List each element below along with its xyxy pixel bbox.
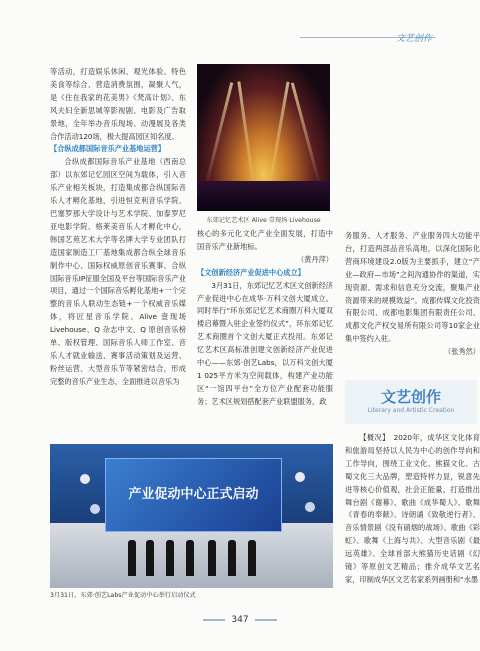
section-running-title: 文艺创作 bbox=[395, 34, 432, 44]
section-subtitle: Literary and Artistic Creation bbox=[367, 407, 455, 414]
stage-crowd bbox=[197, 181, 330, 211]
paragraph: 等活动，打造娱乐休闲、观光体验、特色美食等综合、营造消费氛围，凝聚人气，是《住在我家的花美男》《梵高计划》、东风夫妇全新思城等影视剧、电影及广告取景地，全年举办音乐现场、动漫展及各类合作活动120场，极大提高园区知名度。 bbox=[50, 67, 186, 141]
page-number bbox=[0, 615, 480, 625]
page-number-text: 347 bbox=[231, 615, 249, 625]
balloon bbox=[295, 472, 305, 482]
person bbox=[128, 540, 136, 576]
launch-ceremony-photo bbox=[50, 444, 333, 588]
author-credit: （张秀然） bbox=[444, 347, 480, 357]
person bbox=[228, 540, 236, 576]
paragraph: 核心的多元化文化产业全面发展，打造中国音乐产业新地标。 bbox=[197, 229, 333, 251]
light-beam bbox=[291, 82, 322, 189]
person bbox=[146, 540, 154, 576]
paragraph: 【概况】 2020年，成华区文化体育和旅游局坚持以人民为中心的创作导向和工作导向，围绕工业文化、熊猫文化、古蜀文化三大品牌，塑造特样力显，锐意先进等核心价值观，社会正能量，打造推出舞台剧《谢幕》、歌曲《成华蜀人》、歌舞《青春的奉献》、诗朗诵《致敬逆行者》、音乐情景剧《没有硝烟的战场》、歌曲《彩虹》、歌舞《上海与共》、大型音乐剧《最远英雄》、全球首部大熊猫历史话剧《幻镜》等原创文艺精品；推介成华文艺名家，印制成华区文艺名家系列画册和“水墨 bbox=[345, 433, 480, 584]
page-number-rule bbox=[255, 619, 277, 621]
column-2 bbox=[197, 228, 333, 409]
photo-caption: 东郊记忆艺术区 Alive 壹现场 Livehouse bbox=[206, 217, 321, 224]
column-1 bbox=[50, 66, 186, 389]
light-beam bbox=[237, 81, 255, 190]
person bbox=[248, 540, 256, 576]
section-title-box bbox=[345, 380, 477, 424]
paragraph: 务服务、人才服务、产业服务四大功能平台，打造两部品音乐高地，以深化国际化营商环境建设2.0版为主要抓手，建立“产业—政府—市场”之间沟通协作的渠道，实现资源、需求和信息充分交流，聚集产业资源带来的规模效益”。成都传媒文化投资有限公司、成都电影集团有限责任公司、成都文化产权交易所有限公司等10家企业集中签约入驻。 bbox=[345, 231, 480, 344]
light-beam bbox=[267, 82, 289, 191]
paragraph: 3月31日，东郊记忆艺术区文创新经济产业促进中心在成华·万科文创大厦成立。同时举行“环东郊记忆艺术商圈万科大厦双楼启幕暨入驻企业签约仪式”，环东郊记忆艺术商圈首个文创大厦正式投用。东郊记忆艺术区高标准创建文创新经济产业促进中心——东郊·创艺Labs，以万科文创大厦1 025平方米为空间载体，构建产业功能区“一馆四平台”全方位产业配套功能服务；艺术区规划搭配套产业联盟服务，政 bbox=[197, 280, 333, 406]
subhead-music-base: 【合纵成都国际音乐产业基地运营】 bbox=[50, 144, 166, 154]
balloon bbox=[90, 504, 100, 514]
balloon bbox=[80, 474, 90, 484]
page-header bbox=[0, 20, 480, 46]
person bbox=[166, 540, 174, 576]
column-3 bbox=[345, 230, 480, 359]
section-title: 文艺创作 bbox=[380, 388, 441, 406]
person bbox=[186, 540, 194, 576]
author-credit: （黄丹萍） bbox=[297, 254, 333, 264]
column-3-lower bbox=[345, 432, 480, 587]
subhead-promotion-center: 【文创新经济产业促进中心成立】 bbox=[197, 267, 305, 277]
balloon bbox=[305, 502, 315, 512]
stage-screen bbox=[105, 458, 282, 532]
livehouse-photo bbox=[197, 64, 330, 211]
photo-caption: 3月31日，东郊·创艺Labs产业促动中心举行启动仪式 bbox=[50, 592, 196, 599]
screen-text: 产业促动中心正式启动 bbox=[128, 487, 259, 502]
light-beam bbox=[204, 82, 234, 189]
page-number-rule bbox=[203, 619, 225, 621]
paragraph: 合纵成都国际音乐产业基地（西南总部）以东郊记忆园区空间为载体，引入音乐产业相关板块，打造集成都合纵国际音乐人才孵化基地，引进恒克利音乐学院、巴塞罗那大学设计与艺术学院、加泰罗尼亚电影学院、格莱美音乐人才孵化中心，韩国艺苑艺术大学等名牌大学专业团队打造国家制造工厂基地集成都合纵全球音乐制作中心、国际权威原创音乐赛事、合纵国际音乐IP征服全国及平台等国际音乐产业项目，通过一个国际音乐孵化基地+一个完整的音乐人联动生态链+一个权威音乐媒体，将匠星音乐学院、Alive 壹现场 Livehouse、Q 杂志中文、Q 原创音乐榜单、版权管理、国际音乐人师工作室、音乐人才就业输送、赛事活动策划及运营、粉丝运营、大型音乐节等紧密结合，形成完整的音乐产业生态，全面推进以音乐为 bbox=[50, 157, 186, 386]
person bbox=[208, 540, 216, 576]
